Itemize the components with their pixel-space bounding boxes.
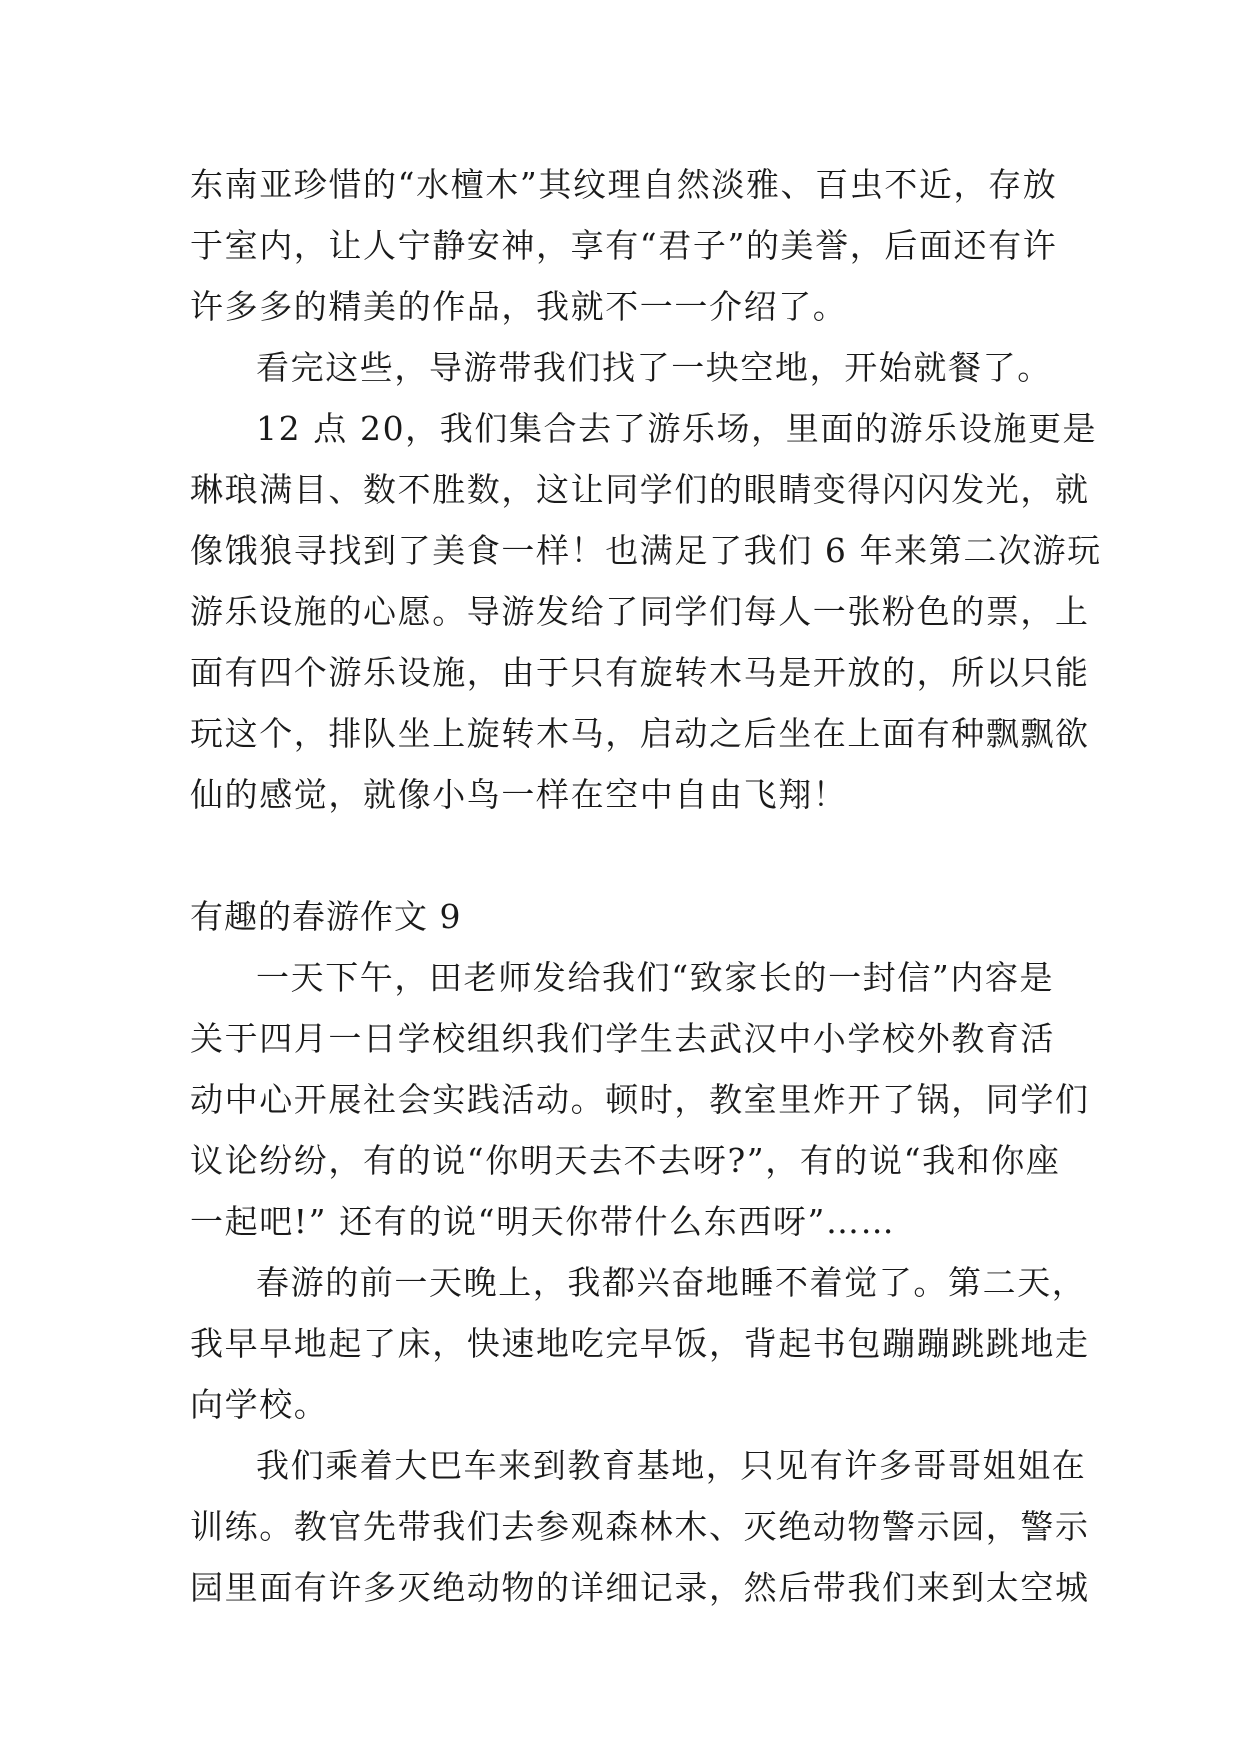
- paragraph-start: 看完这些，导游带我们找了一块空地，开始就餐了。: [256, 348, 1052, 387]
- text-line: 议论纷纷，有的说“你明天去不去呀?”，有的说“我和你座: [190, 1141, 1061, 1180]
- text-line: 于室内，让人宁静安神，享有“君子”的美誉，后面还有许: [190, 226, 1058, 265]
- text-line: 东南亚珍惜的“水檀木”其纹理自然淡雅、百虫不近，存放: [190, 165, 1058, 204]
- text-line: 我早早地起了床，快速地吃完早饭，背起书包蹦蹦跳跳地走: [190, 1324, 1090, 1363]
- text-line: 一起吧!” 还有的说“明天你带什么东西呀”……: [190, 1202, 896, 1241]
- text-line: 向学校。: [190, 1385, 329, 1424]
- text-line: 琳琅满目、数不胜数，这让同学们的眼睛变得闪闪发光，就: [190, 470, 1090, 509]
- text-line: 仙的感觉，就像小鸟一样在空中自由飞翔！: [190, 775, 848, 814]
- document-page: [190, 154, 1102, 1618]
- paragraph-start: 12 点 20，我们集合去了游乐场，里面的游乐设施更是: [256, 409, 1098, 448]
- paragraph-start: 春游的前一天晚上，我都兴奋地睡不着觉了。第二天，: [256, 1263, 1087, 1302]
- text-line: 许多多的精美的作品，我就不一一介绍了。: [190, 287, 848, 326]
- text-line: 训练。教官先带我们去参观森林木、灭绝动物警示园，警示: [190, 1507, 1090, 1546]
- paragraph-start: 一天下午，田老师发给我们“致家长的一封信”内容是: [256, 958, 1055, 997]
- section-heading: 有趣的春游作文 9: [190, 897, 462, 936]
- text-line: 动中心开展社会实践活动。顿时，教室里炸开了锅，同学们: [190, 1080, 1090, 1119]
- text-line: 玩这个，排队坐上旋转木马，启动之后坐在上面有种飘飘欲: [190, 714, 1090, 753]
- text-line: 园里面有许多灭绝动物的详细记录，然后带我们来到太空城: [190, 1568, 1090, 1607]
- text-line: 关于四月一日学校组织我们学生去武汉中小学校外教育活: [190, 1019, 1055, 1058]
- text-line: 像饿狼寻找到了美食一样！也满足了我们 6 年来第二次游玩: [190, 531, 1102, 570]
- text-line: 游乐设施的心愿。导游发给了同学们每人一张粉色的票，上: [190, 592, 1090, 631]
- text-line: 面有四个游乐设施，由于只有旋转木马是开放的，所以只能: [190, 653, 1090, 692]
- paragraph-start: 我们乘着大巴车来到教育基地，只见有许多哥哥姐姐在: [256, 1446, 1087, 1485]
